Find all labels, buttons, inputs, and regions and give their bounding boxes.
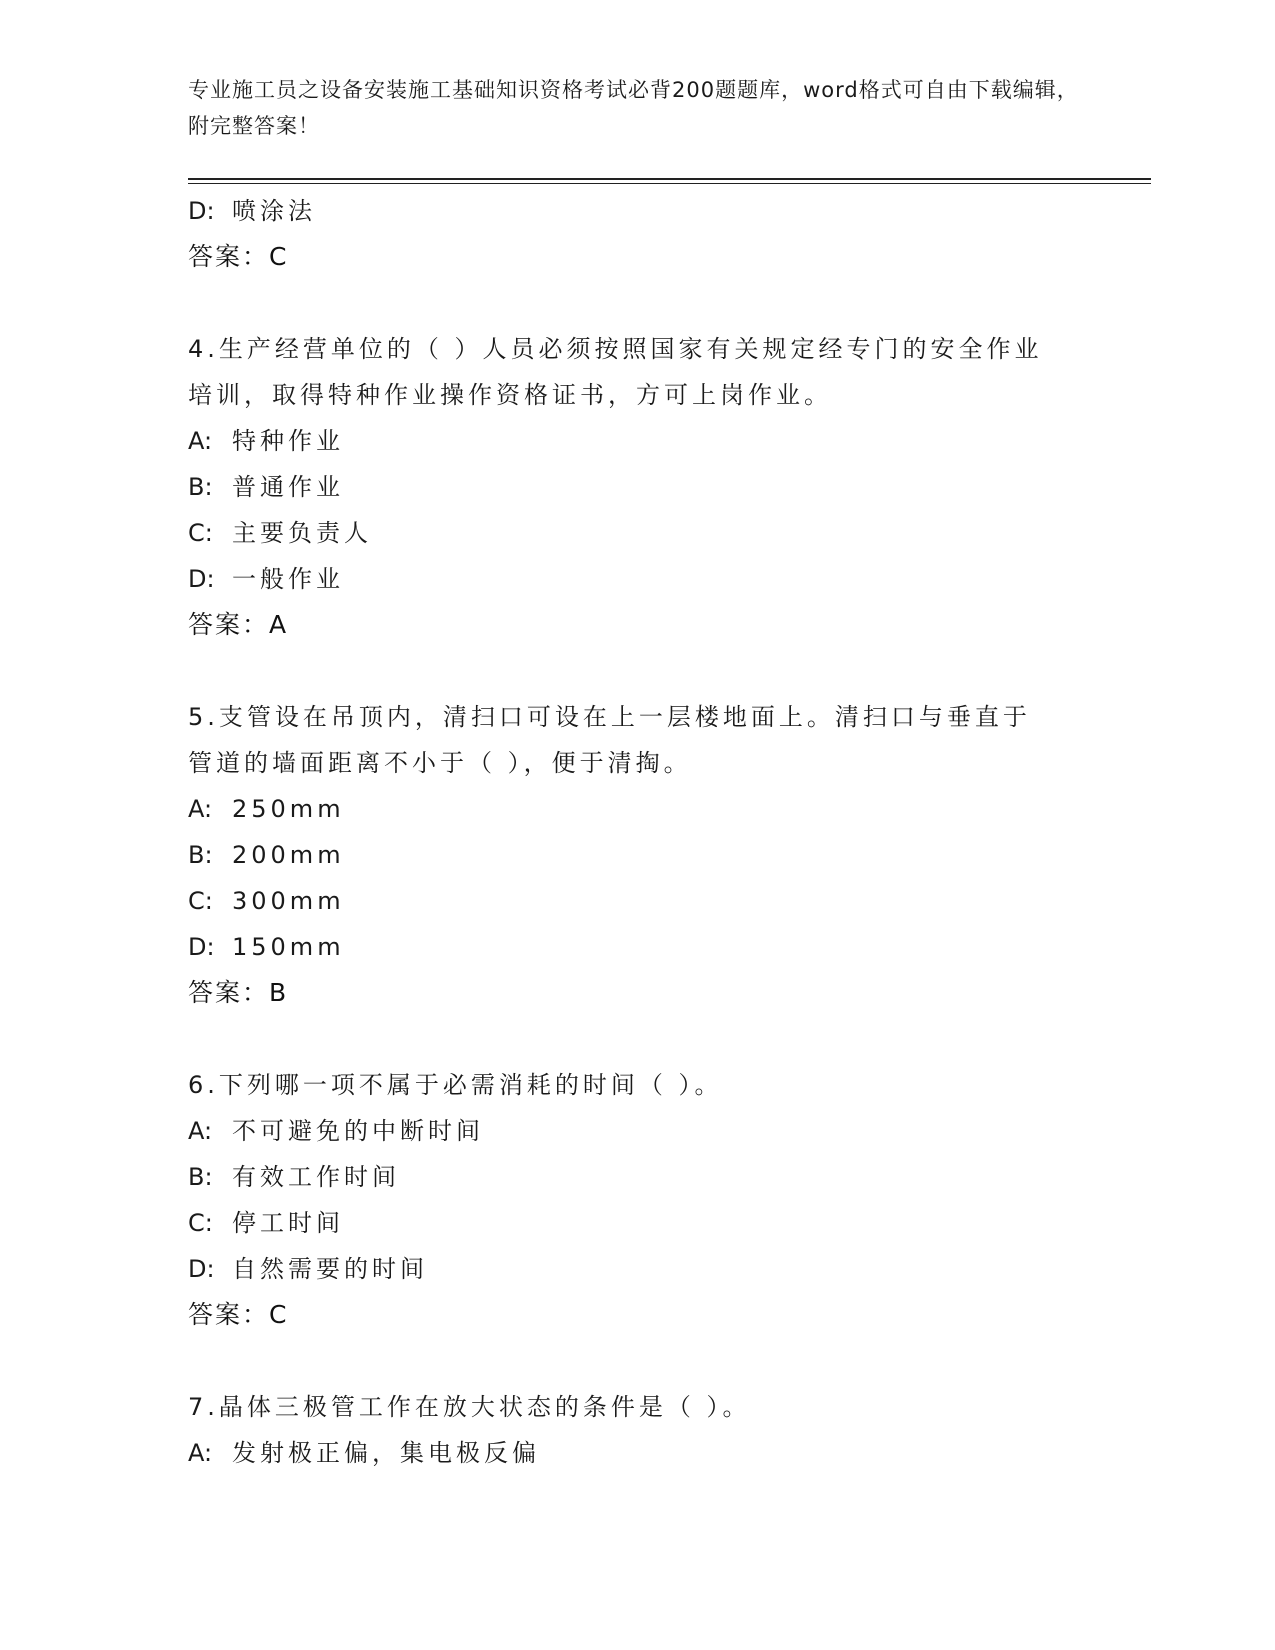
option-b: [188, 464, 1088, 510]
option-key: C:: [188, 887, 213, 915]
option-key: B:: [188, 841, 213, 869]
answer-line: 答案：A: [188, 610, 289, 639]
option-text: 有效工作时间: [232, 1163, 400, 1191]
option-text: 250mm: [232, 795, 345, 823]
option-key: D:: [188, 933, 215, 961]
option-a: [188, 1430, 1088, 1476]
option-key: B:: [188, 1163, 213, 1191]
question-6: [188, 1062, 1088, 1338]
option-d: [188, 188, 1088, 234]
option-text: 自然需要的时间: [232, 1255, 428, 1283]
question-stem: 培训，取得特种作业操作资格证书，方可上岗作业。: [188, 381, 832, 409]
page-header: 专业施工员之设备安装施工基础知识资格考试必背200题题库，word格式可自由下载编辑，附完整答案！: [188, 78, 1079, 138]
question-stem: 7.晶体三极管工作在放大状态的条件是（ ）。: [188, 1393, 751, 1421]
header-rule-thick: [188, 178, 1151, 180]
answer-line: 答案：C: [188, 1300, 289, 1329]
question-7: [188, 1384, 1088, 1476]
option-a: [188, 786, 1088, 832]
option-key: D:: [188, 1255, 215, 1283]
option-text: 200mm: [232, 841, 345, 869]
question-stem: 6.下列哪一项不属于必需消耗的时间（ ）。: [188, 1071, 723, 1099]
option-text: 特种作业: [232, 427, 344, 455]
answer-line: 答案：C: [188, 242, 289, 271]
option-c: [188, 878, 1088, 924]
option-b: [188, 832, 1088, 878]
option-d: [188, 1246, 1088, 1292]
option-key: D:: [188, 197, 215, 225]
option-key: B:: [188, 473, 213, 501]
option-text: 普通作业: [232, 473, 344, 501]
option-text: 不可避免的中断时间: [232, 1117, 484, 1145]
option-key: D:: [188, 565, 215, 593]
option-text: 发射极正偏，集电极反偏: [232, 1439, 540, 1467]
question-stem: 4.生产经营单位的（ ）人员必须按照国家有关规定经专门的安全作业: [188, 335, 1043, 363]
question-stem: 管道的墙面距离不小于（ ），便于清掏。: [188, 749, 692, 777]
option-b: [188, 1154, 1088, 1200]
answer-line: 答案：B: [188, 978, 289, 1007]
option-text: 主要负责人: [232, 519, 372, 547]
option-key: A:: [188, 427, 213, 455]
option-a: [188, 418, 1088, 464]
document-body: [188, 188, 1088, 1476]
continued-question: [188, 188, 1088, 280]
option-key: A:: [188, 1117, 213, 1145]
option-c: [188, 1200, 1088, 1246]
option-key: A:: [188, 795, 213, 823]
question-stem: 5.支管设在吊顶内，清扫口可设在上一层楼地面上。清扫口与垂直于: [188, 703, 1031, 731]
option-text: 喷涂法: [232, 197, 316, 225]
question-5: [188, 694, 1088, 1016]
option-text: 150mm: [232, 933, 345, 961]
option-text: 停工时间: [232, 1209, 344, 1237]
header-rule-thin: [188, 183, 1151, 184]
option-text: 300mm: [232, 887, 345, 915]
option-c: [188, 510, 1088, 556]
option-key: A:: [188, 1439, 213, 1467]
option-key: C:: [188, 519, 213, 547]
option-key: C:: [188, 1209, 213, 1237]
question-4: [188, 326, 1088, 648]
option-d: [188, 924, 1088, 970]
option-a: [188, 1108, 1088, 1154]
option-text: 一般作业: [232, 565, 344, 593]
option-d: [188, 556, 1088, 602]
